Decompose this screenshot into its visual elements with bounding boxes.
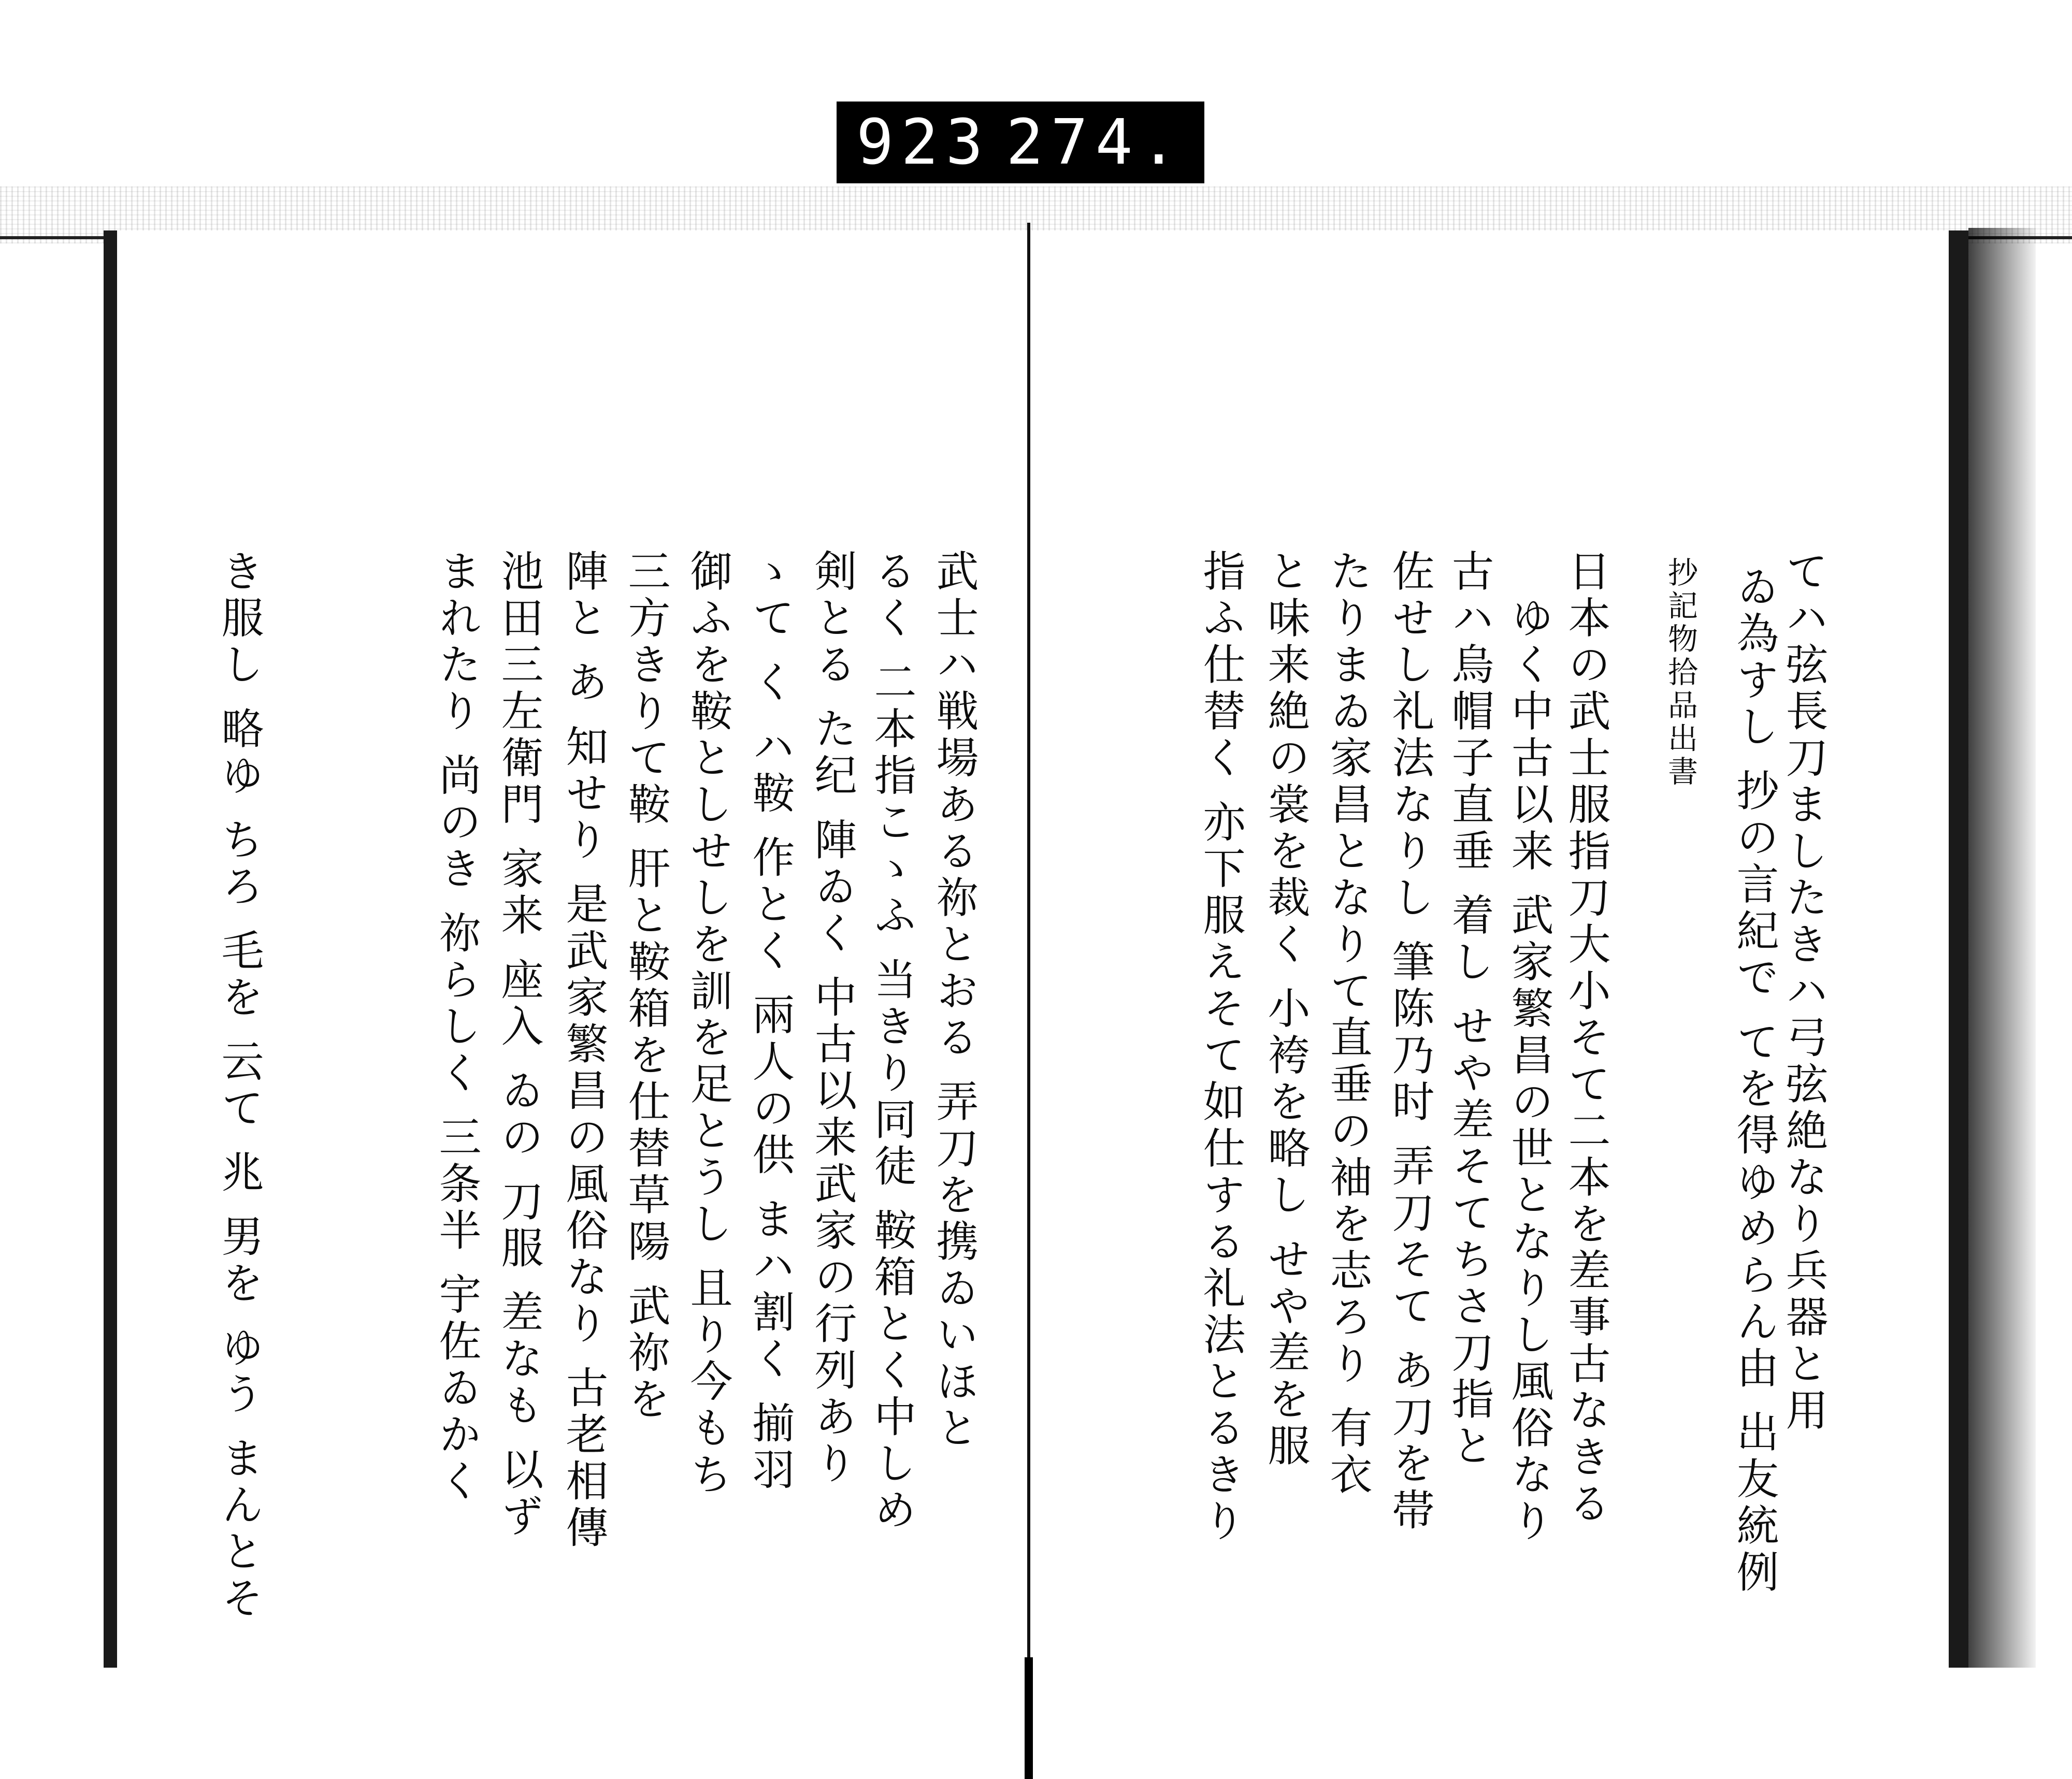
- right-edge-shadow: [1968, 228, 2036, 1668]
- right-col-5: ゆく中古以来 武家繁昌の世となりし風俗なり: [1504, 596, 1553, 1546]
- left-col-8: 池田三左衛門 家来 座入 ゐの 刀服 差なも 以ず: [494, 549, 543, 1541]
- left-col-5: 御ふを鞍としせしを訓を足とうし 且り今もち: [683, 549, 732, 1499]
- right-col-8: たりまゐ家昌となりて直垂の袖を志ろり 有衣: [1323, 549, 1372, 1499]
- left-col-4: ゝて く ハ鞍 作とく 兩人の供 まハ割く 揃羽: [745, 549, 795, 1494]
- frame-number-left: 923: [856, 106, 990, 179]
- right-col-6: 古ハ烏帽子直垂 着し せや差そてちさ刀指と: [1445, 549, 1494, 1470]
- right-col-4: 日本の武士服指刀大小そて二本を差事古なきる: [1561, 549, 1610, 1528]
- right-col-10: 指ふ仕替く 亦下服えそて如仕する礼法とるきり: [1196, 549, 1245, 1546]
- right-col-3: 抄記物拾品出書: [1663, 557, 1698, 789]
- left-col-1: 武士ハ戦場ある祢とおる 弄刀を携ゐいほと: [929, 549, 979, 1453]
- right-col-2: ゐ為すし 抄の言紀で てを得ゆめらん由 出友統例: [1730, 565, 1779, 1597]
- left-col-10: き服し 略ゆ ちろ 毛を 云て 兆 男を ゆう まんとそ: [214, 549, 264, 1623]
- left-col-6: 三方きりて鞍 肝と鞍箱を仕替草陽 武祢を: [621, 549, 670, 1424]
- book-gutter: [1027, 223, 1030, 1776]
- left-col-3: 剣とる た纪 陣ゐく 中古以来武家の行列あり: [808, 549, 857, 1488]
- gutter-binding: [1025, 1657, 1033, 1779]
- right-col-7: 佐せし礼法なりし 筆陈乃时 弄刀そて あ刀を帯: [1385, 549, 1434, 1535]
- left-col-7: 陣と あ 知せり 是武家繁昌の風俗なり 古老相傳: [559, 549, 608, 1552]
- left-col-9: まれたり 尚のき 祢らしく 三条半 宇佐ゐかく: [432, 549, 481, 1506]
- right-col-9: と味来絶の裳を裁く 小袴を略し せや差を服: [1261, 549, 1310, 1470]
- frame-number-right: 274.: [1006, 106, 1185, 179]
- left-col-2: るく 二本指こゝふ 当きり同徒 鞍箱とく中しめ: [867, 549, 916, 1535]
- right-col-1: てハ弦長刀ましたきハ弓弦絶なり兵器と用: [1779, 549, 1828, 1435]
- frame-number-label: [837, 102, 1204, 183]
